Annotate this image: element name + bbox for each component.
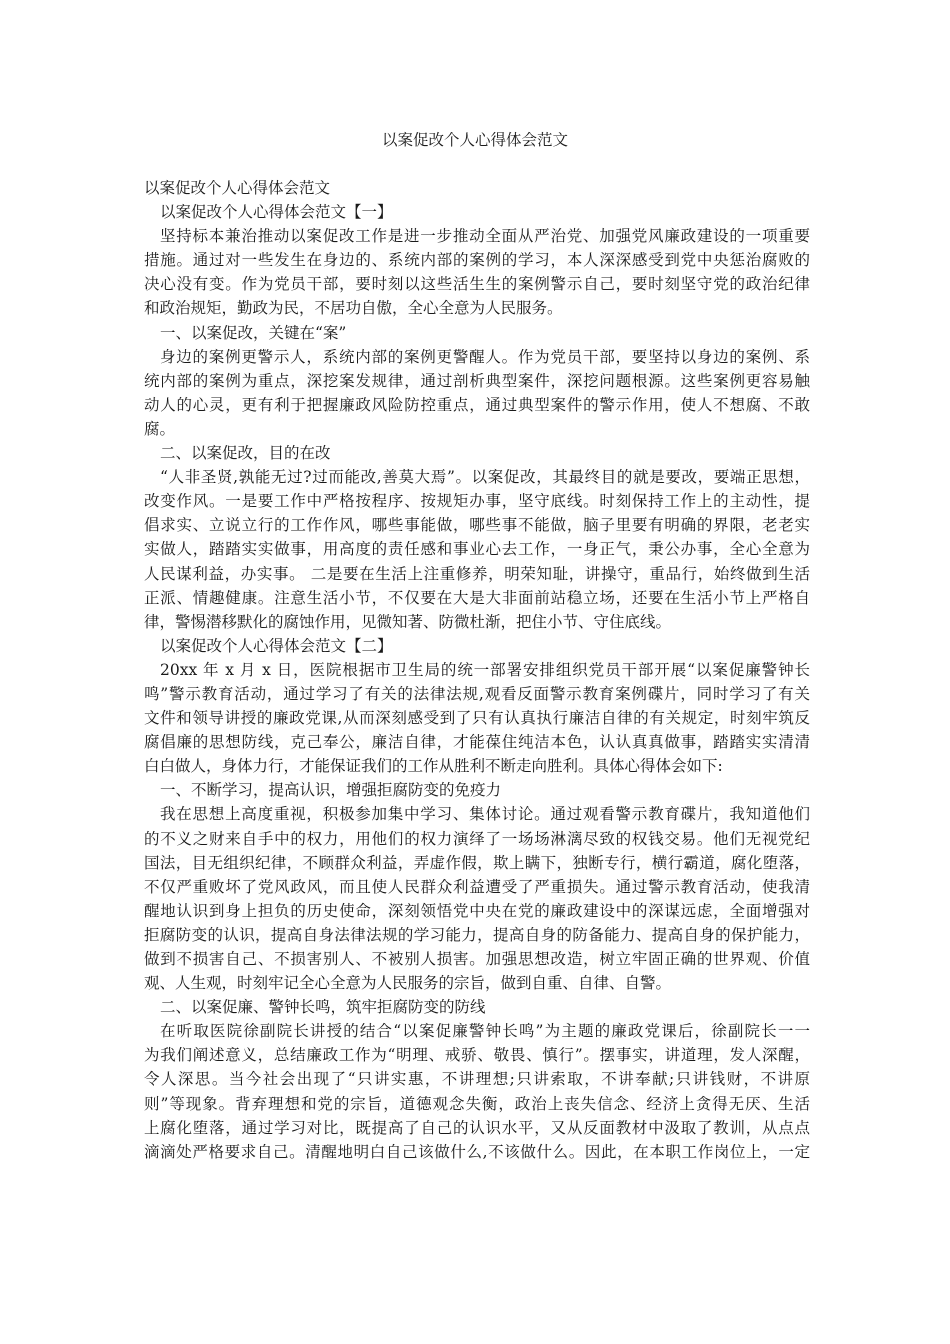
- text-line: 腐。: [144, 419, 176, 438]
- text-line: 决心没有变。作为党员干部，要时刻以这些活生生的案例警示自己，要时刻坚守党的政治纪律: [144, 275, 810, 294]
- text-line: 做到不损害自己、不损害别人、不被别人损害。加强思想改造，树立牢固正确的世界观、价值: [144, 950, 810, 968]
- text-line: 白白做人，身体力行，才能保证我们的工作从胜利不断走向胜利。具体心得体会如下:: [144, 757, 723, 776]
- text-line: 醒地认识到身上担负的历史使命，深刻领悟党中央在党的廉政建设中的深谋远虑，全面增强对: [144, 901, 810, 920]
- text-line: 人民谋利益，办实事。 二是要在生活上注重修养，明荣知耻，讲操守，重品行，始终做到生活: [144, 564, 810, 583]
- text-line: 腐倡廉的思想防线，克己奉公，廉洁自律，才能葆住纯洁本色，认认真真做事，踏踏实实清清: [144, 733, 810, 752]
- text-line: 统内部的案例为重点，深挖案发规律，通过剖析典型案件，深挖问题根源。这些案例更容易触: [144, 371, 810, 390]
- text-line: 一、不断学习，提高认识，增强拒腐防变的免疫力: [160, 781, 502, 800]
- text-line: “人非圣贤,孰能无过?过而能改,善莫大焉”。以案促改，其最终目的就是要改，要端正思想，: [160, 468, 810, 487]
- text-line: 令人深思。当今社会出现了“只讲实惠，不讲理想;只讲索取，不讲奉献;只讲钱财，不讲原: [144, 1070, 810, 1089]
- text-line: 国法，目无组织纪律，不顾群众利益，弄虚作假，欺上瞒下，独断专行，横行霸道，腐化堕落，: [144, 853, 810, 872]
- text-line: 和政治规矩，勤政为民，不居功自傲，全心全意为人民服务。: [144, 299, 563, 318]
- text-line: 不仅严重败坏了党风政风，而且使人民群众利益遭受了严重损失。通过警示教育活动，使我清: [144, 877, 810, 896]
- text-line: 鸣”警示教育活动，通过学习了有关的法律法规,观看反面警示教育案例碟片，同时学习了有关: [144, 684, 810, 703]
- text-line: 则”等现象。背弃理想和党的宗旨，道德观念失衡，政治上丧失信念、经济上贪得无厌、生活: [144, 1094, 810, 1113]
- text-line: 以案促改个人心得体会范文【一】: [160, 203, 393, 222]
- text-line: 拒腐防变的认识，提高自身法律法规的学习能力，提高自身的防备能力、提高自身的保护能力，: [144, 925, 810, 944]
- text-line: 为我们阐述意义，总结廉政工作为“明理、戒骄、敬畏、慎行”。摆事实，讲道理，发人深醒，: [144, 1046, 810, 1065]
- text-line: 20xx 年 x 月 x 日，医院根据市卫生局的统一部署安排组织党员干部开展“以案促廉警钟长: [160, 660, 810, 679]
- text-line: 以案促改个人心得体会范文: [144, 179, 331, 197]
- text-line: 文件和领导讲授的廉政党课,从而深刻感受到了只有认真执行廉洁自律的有关规定，时刻牢筑反: [144, 709, 810, 728]
- text-line: 措施。通过对一些发生在身边的、系统内部的案例的学习，本人深深感受到党中央惩治腐败的: [144, 251, 810, 270]
- text-line: 倡求实、立说立行的工作作风，哪些事能做，哪些事不能做，脑子里要有明确的界限，老老实: [144, 516, 810, 535]
- text-line: 观、人生观，时刻牢记全心全意为人民服务的宗旨，做到自重、自律、自警。: [144, 974, 672, 993]
- text-line: 正派、情趣健康。注意生活小节，不仅要在大是大非面前站稳立场，还要在生活小节上严格自: [144, 588, 810, 607]
- text-line: 实做人，踏踏实实做事，用高度的责任感和事业心去工作，一身正气，秉公办事，全心全意为: [144, 540, 810, 559]
- text-line: 二、以案促廉、警钟长鸣，筑牢拒腐防变的防线: [160, 998, 486, 1017]
- text-line: 上腐化堕落，通过学习对比，既提高了自己的认识水平，又从反面教材中汲取了教训，从点点: [144, 1118, 810, 1137]
- text-line: 坚持标本兼治推动以案促改工作是进一步推动全面从严治党、加强党风廉政建设的一项重要: [160, 227, 810, 246]
- text-line: 以案促改个人心得体会范文【二】: [160, 636, 393, 655]
- text-line: 身边的案例更警示人，系统内部的案例更警醒人。作为党员干部，要坚持以身边的案例、系: [160, 347, 810, 366]
- text-line: 滴滴处严格要求自己。清醒地明白自己该做什么,不该做什么。因此，在本职工作岗位上，一定: [144, 1142, 810, 1161]
- text-line: 的不义之财来自手中的权力，用他们的权力演绎了一场场淋漓尽致的权钱交易。他们无视党纪: [144, 829, 810, 848]
- text-line: 动人的心灵，更有利于把握廉政风险防控重点，通过典型案件的警示作用，使人不想腐、不敢: [144, 395, 810, 414]
- document-title: 以案促改个人心得体会范文: [381, 131, 568, 149]
- text-line: 在听取医院徐副院长讲授的结合“以案促廉警钟长鸣”为主题的廉政党课后，徐副院长一一: [160, 1022, 810, 1041]
- text-line: 二、以案促改，目的在改: [160, 444, 331, 463]
- text-line: 改变作风。一是要工作中严格按程序、按规矩办事，坚守底线。时刻保持工作上的主动性，提: [144, 492, 810, 511]
- text-line: 我在思想上高度重视，积极参加集中学习、集体讨论。通过观看警示教育碟片，我知道他们: [160, 805, 810, 824]
- text-line: 一、以案促改，关键在“案”: [160, 323, 347, 342]
- document-body: [144, 176, 810, 1164]
- text-line: 律，警惕潜移默化的腐蚀作用，见微知著、防微杜渐，把住小节、守住底线。: [144, 612, 672, 631]
